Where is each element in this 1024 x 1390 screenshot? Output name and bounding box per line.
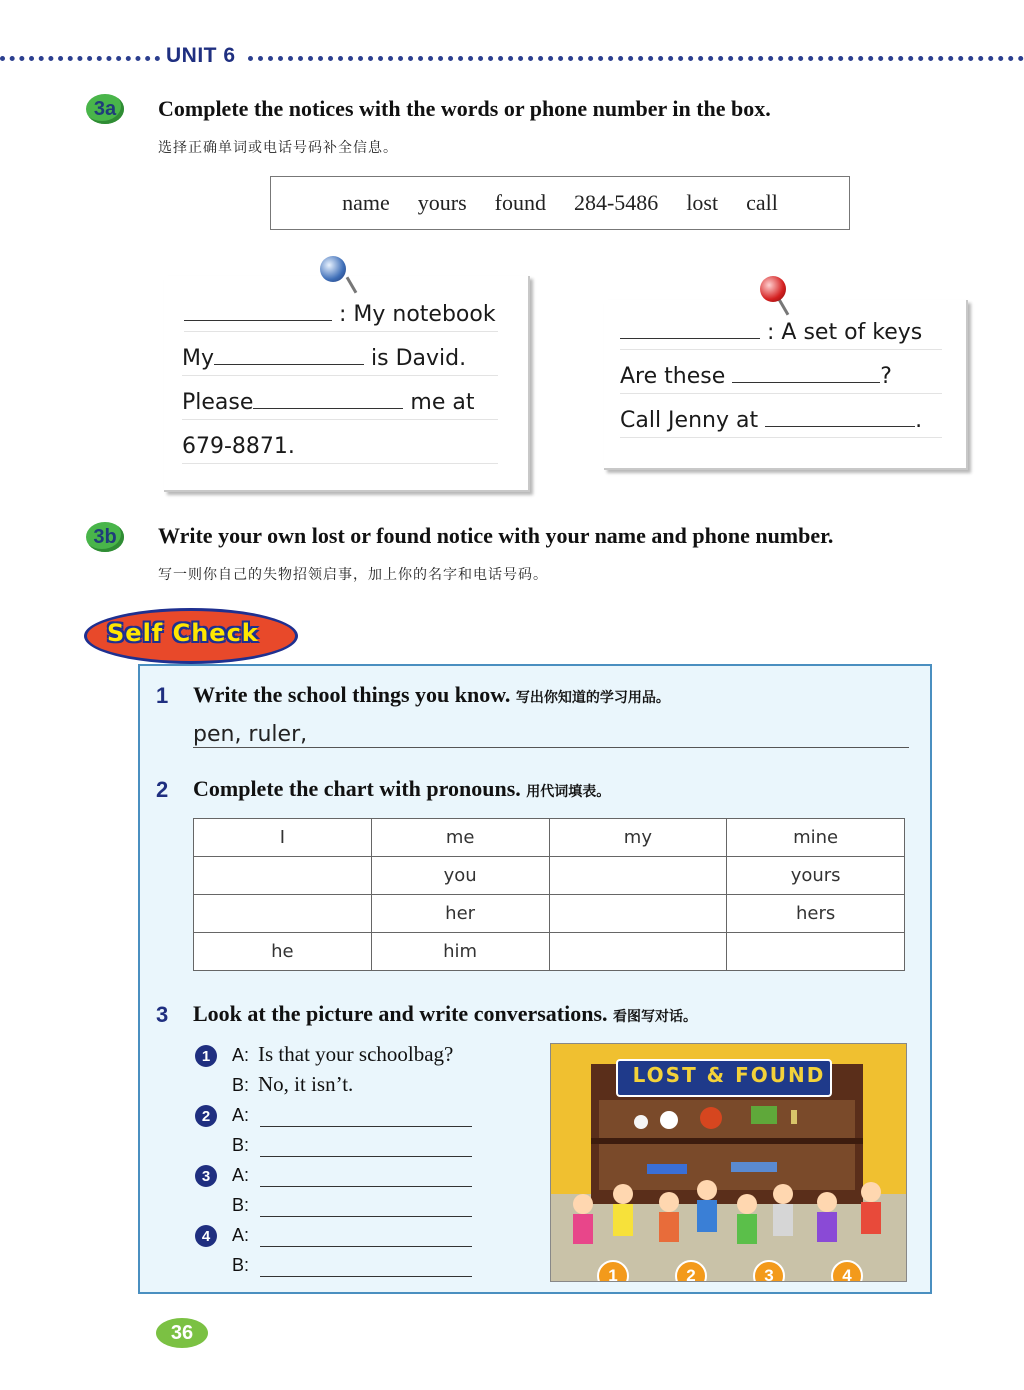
item-number-3: 3 <box>195 1165 217 1187</box>
answer-line[interactable] <box>193 747 909 748</box>
question-text-cn: 写出你知道的学习用品。 <box>515 690 670 706</box>
notice-right <box>604 300 968 470</box>
question-text: Complete the chart with pronouns. <box>193 776 521 801</box>
table-row <box>194 895 905 933</box>
section-3b-title: Write your own lost or found notice with your name and phone number. <box>158 523 834 548</box>
picture-number-1: 1 <box>597 1260 629 1282</box>
word-option: name <box>342 190 390 215</box>
notice-text: Please <box>182 390 254 415</box>
notice-right-line-2 <box>620 364 942 394</box>
speaker-b-label: B: <box>232 1195 250 1215</box>
table-row <box>194 819 905 857</box>
notice-text: Call Jenny at <box>620 408 759 433</box>
pronoun-table <box>193 818 905 971</box>
lost-and-found-picture <box>550 1043 907 1282</box>
speaker-a-label: A: <box>232 1045 250 1065</box>
picture-number-3: 3 <box>753 1260 785 1282</box>
picture-number-4: 4 <box>831 1260 863 1282</box>
answer-line[interactable] <box>260 1126 472 1127</box>
picture-number-2: 2 <box>675 1260 707 1282</box>
table-row <box>194 933 905 971</box>
blank-field[interactable] <box>184 320 332 321</box>
answer-line[interactable] <box>260 1276 472 1277</box>
section-badge-3b: 3b <box>86 522 124 552</box>
notice-left-line-1 <box>184 302 498 332</box>
table-cell-blank[interactable] <box>549 895 727 933</box>
speaker-a-label: A: <box>232 1165 250 1185</box>
notice-text: My <box>182 346 215 371</box>
unit-title: UNIT 6 <box>166 44 236 67</box>
conversation-line: Is that your schoolbag? <box>258 1042 454 1066</box>
question-text-cn: 看图写对话。 <box>613 1009 698 1025</box>
notice-text: : A set of keys <box>767 320 923 345</box>
word-option: yours <box>417 190 467 215</box>
conversation-line: No, it isn’t. <box>258 1072 354 1096</box>
blue-pin-icon <box>320 256 346 282</box>
table-row <box>194 857 905 895</box>
question-1-title <box>193 682 670 708</box>
speaker-b-label: B: <box>232 1135 250 1155</box>
item-number-2: 2 <box>195 1105 217 1127</box>
section-3b-subtitle: 写一则你自己的失物招领启事，加上你的名字和电话号码。 <box>158 567 548 583</box>
header-dots-right <box>248 56 1024 61</box>
page-number: 36 <box>156 1318 208 1348</box>
table-cell: yours <box>727 857 905 895</box>
notice-left-line-3 <box>182 390 498 420</box>
question-1-answer: pen, ruler, <box>193 722 308 747</box>
table-cell: mine <box>727 819 905 857</box>
table-cell: him <box>371 933 549 971</box>
word-option: call <box>746 190 778 215</box>
word-option: 284-5486 <box>573 190 659 215</box>
question-2-number: 2 <box>156 777 169 802</box>
section-3a-subtitle: 选择正确单词或电话号码补全信息。 <box>158 140 398 156</box>
notice-left-line-2 <box>182 346 498 376</box>
table-cell: my <box>549 819 727 857</box>
answer-line[interactable] <box>260 1186 472 1187</box>
notice-left-line-4: 679-8871. <box>182 434 498 464</box>
table-cell-blank[interactable] <box>727 933 905 971</box>
word-box <box>270 176 850 230</box>
table-cell-blank[interactable] <box>194 895 372 933</box>
notice-text: . <box>915 408 923 433</box>
table-cell-blank[interactable] <box>194 857 372 895</box>
table-cell: her <box>371 895 549 933</box>
speaker-a-label: A: <box>232 1225 250 1245</box>
answer-line[interactable] <box>260 1246 472 1247</box>
self-check-label: Self Check <box>107 619 259 647</box>
speaker-b-label: B: <box>232 1075 250 1095</box>
notice-right-line-1 <box>620 320 942 350</box>
blank-field[interactable] <box>253 408 403 409</box>
item-number-4: 4 <box>195 1225 217 1247</box>
notice-text: is David. <box>371 346 467 371</box>
question-1-number: 1 <box>156 683 169 708</box>
answer-line[interactable] <box>260 1216 472 1217</box>
table-cell: hers <box>727 895 905 933</box>
question-3-number: 3 <box>156 1002 169 1027</box>
lost-found-sign: LOST & FOUND <box>632 1063 826 1087</box>
red-pin-icon <box>760 276 786 302</box>
blank-field[interactable] <box>732 382 880 383</box>
question-3-title <box>193 1001 697 1027</box>
notice-text: me at <box>410 390 475 415</box>
blank-field[interactable] <box>214 364 364 365</box>
section-3a-title: Complete the notices with the words or phone number in the box. <box>158 96 771 121</box>
notice-right-line-3 <box>620 408 942 438</box>
blank-field[interactable] <box>765 426 915 427</box>
table-cell: I <box>194 819 372 857</box>
notice-text: Are these <box>620 364 726 389</box>
notice-text: ? <box>880 364 892 389</box>
question-text-cn: 用代词填表。 <box>526 784 611 800</box>
word-option: found <box>494 190 546 215</box>
question-text: Write the school things you know. <box>193 682 511 707</box>
table-cell-blank[interactable] <box>549 857 727 895</box>
header-dots-left <box>0 56 160 61</box>
notice-left <box>164 276 530 492</box>
table-cell: me <box>371 819 549 857</box>
speaker-b-label: B: <box>232 1255 250 1275</box>
word-option: lost <box>686 190 719 215</box>
question-2-title <box>193 776 610 802</box>
section-badge-3a: 3a <box>86 94 124 124</box>
table-cell: he <box>194 933 372 971</box>
speaker-a-label: A: <box>232 1105 250 1125</box>
question-text: Look at the picture and write conversations. <box>193 1001 608 1026</box>
answer-line[interactable] <box>260 1156 472 1157</box>
table-cell: you <box>371 857 549 895</box>
notice-text: : My notebook <box>339 302 496 327</box>
blank-field[interactable] <box>620 338 760 339</box>
table-cell-blank[interactable] <box>549 933 727 971</box>
item-number-1: 1 <box>195 1045 217 1067</box>
